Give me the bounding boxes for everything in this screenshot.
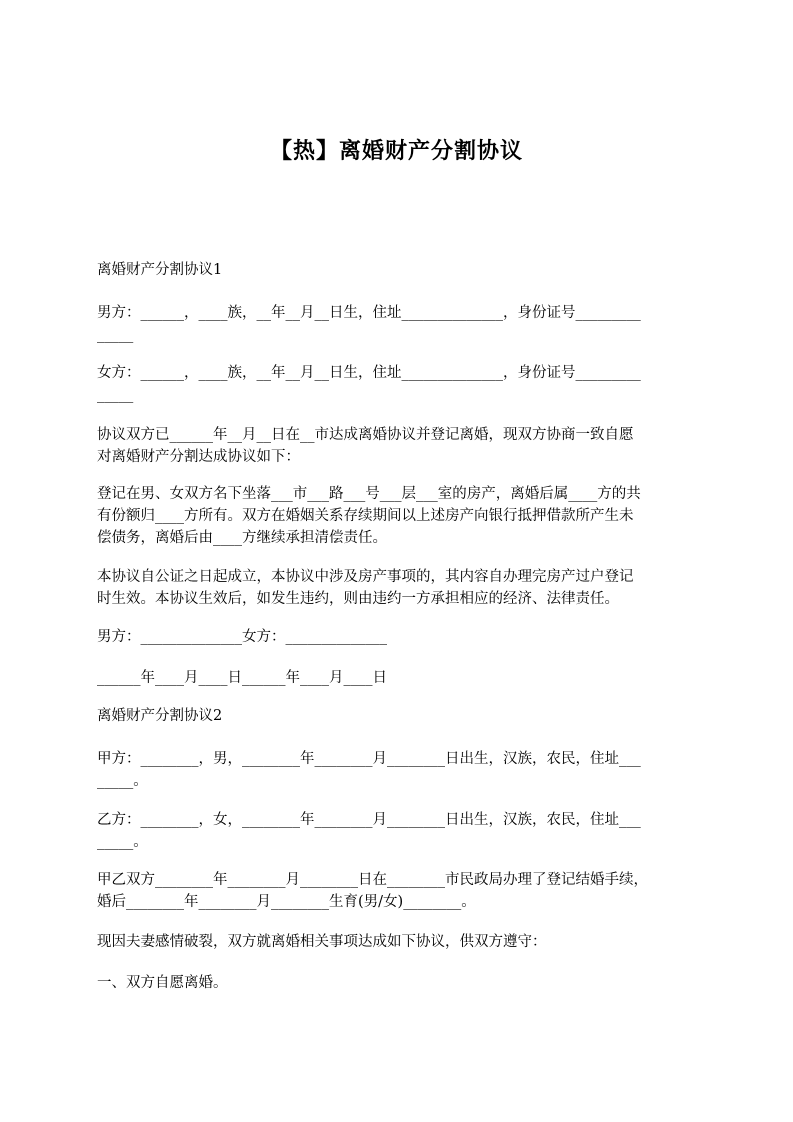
paragraph-party-b: [97, 809, 697, 853]
text-line: _____: [97, 387, 134, 403]
paragraph-party-a: [97, 748, 697, 792]
date-line: [97, 667, 697, 689]
paragraph-clause-1: [97, 972, 697, 994]
text-line: _____。: [97, 834, 148, 850]
text-line: 偿债务，离婚后由____方继续承担清偿责任。: [97, 530, 387, 546]
paragraph-marriage-info: [97, 869, 697, 913]
text-line: _____。: [97, 773, 148, 789]
section-heading: 离婚财产分割协议2: [97, 708, 223, 724]
text-line: 协议双方已______年__月__日在__市达成离婚协议并登记离婚，现双方协商一致自愿: [97, 427, 634, 443]
text-line: 本协议自公证之日起成立，本协议中涉及房产事项的，其内容自办理完房产过户登记: [97, 569, 634, 585]
text-line: 乙方：________，女，________年________月________日出生，汉族，农民，住址___: [97, 812, 641, 828]
text-line: 一、双方自愿离婚。: [97, 975, 228, 991]
text-line: 女方：______，____族，__年__月__日生，住址______________，身份证号_________: [97, 365, 641, 381]
text-line: 登记在男、女双方名下坐落___市___路___号___层___室的房产，离婚后属____方的共: [97, 486, 641, 502]
paragraph-female-party: [97, 362, 697, 406]
text-line: ______年____月____日______年____月____日: [97, 670, 387, 686]
paragraph-reason: [97, 931, 697, 953]
document-title: 【热】离婚财产分割协议: [269, 139, 523, 164]
signature-line: [97, 626, 697, 648]
text-line: 对离婚财产分割达成协议如下：: [97, 449, 300, 465]
section-heading: 离婚财产分割协议1: [97, 262, 223, 278]
paragraph-effectiveness: [97, 566, 697, 610]
text-line: 现因夫妻感情破裂，双方就离婚相关事项达成如下协议，供双方遵守：: [97, 934, 547, 950]
text-line: 有份额归____方所有。双方在婚姻关系存续期间以上述房产向银行抵押借款所产生未: [97, 508, 634, 524]
paragraph-male-party: [97, 302, 697, 346]
text-line: 甲乙双方________年________月________日在________市民政局办理了登记结婚手续，: [97, 872, 648, 888]
text-line: _____: [97, 327, 134, 343]
text-line: 男方：______________女方：______________: [97, 629, 387, 645]
text-line: 甲方：________，男，________年________月________日出生，汉族，农民，住址___: [97, 751, 641, 767]
text-line: 时生效。本协议生效后，如发生违约，则由违约一方承担相应的经济、法律责任。: [97, 591, 619, 607]
paragraph-agreement-intro: [97, 424, 697, 468]
text-line: 婚后________年________月________生育(男/女)________。: [97, 894, 476, 910]
text-line: 男方：______，____族，__年__月__日生，住址______________，身份证号_________: [97, 305, 641, 321]
paragraph-property: [97, 483, 697, 549]
